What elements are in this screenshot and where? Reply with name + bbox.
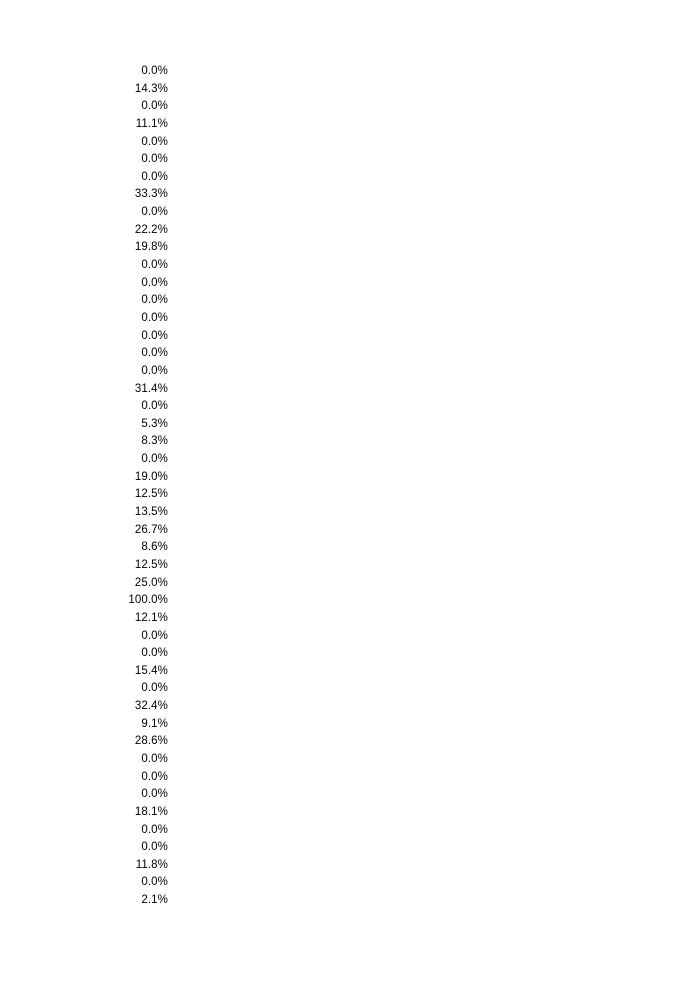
percentage-cell: 0.0% [141,453,168,466]
percentage-cell: 0.0% [141,788,168,801]
percentage-cell: 0.0% [141,400,168,413]
percentage-cell: 0.0% [141,876,168,889]
percentage-cell: 11.1% [135,117,168,130]
percentage-cell: 0.0% [141,153,168,166]
percentage-cell: 0.0% [141,311,168,324]
percentage-cell: 0.0% [141,65,168,77]
percentage-cell: 0.0% [141,770,168,783]
percentage-cell: 0.0% [141,841,168,854]
percentage-cell: 100.0% [128,594,168,607]
percentage-cell: 26.7% [134,523,168,536]
percentage-cell: 5.3% [141,417,168,430]
percentage-cell: 0.0% [141,752,168,765]
percentage-cell: 33.3% [134,188,168,201]
percentage-cell: 19.8% [134,241,168,254]
percentage-cell: 0.0% [141,206,168,219]
percentage-cell: 0.0% [141,682,168,695]
percentage-cell: 0.0% [141,823,168,836]
percentage-cell: 31.4% [134,382,168,395]
percentage-cell: 11.8% [135,858,168,871]
percentage-cell: 22.2% [134,223,168,236]
percentage-cell: 12.5% [134,558,168,571]
percentage-cell: 12.5% [134,488,168,501]
percentage-cell: 15.4% [134,664,168,677]
percentage-cell: 0.0% [141,100,168,113]
percentage-cell: 0.0% [141,259,168,272]
percentage-cell: 8.3% [141,435,168,448]
percentage-cell: 12.1% [134,611,168,624]
percentage-cell: 13.5% [134,506,168,519]
percentage-cell: 19.0% [134,470,168,483]
percentage-cell: 25.0% [134,576,168,589]
percentage-cell: 28.6% [134,735,168,748]
percentage-cell: 0.0% [141,329,168,342]
percentage-cell: 32.4% [134,700,168,713]
percentage-cell: 0.0% [141,629,168,642]
percentage-cell: 18.1% [134,805,168,818]
percentage-column [100,63,168,910]
percentage-cell: 14.3% [134,82,168,95]
percentage-cell: 0.0% [141,135,168,148]
percentage-cell: 0.0% [141,647,168,660]
percentage-cell: 8.6% [141,541,168,554]
percentage-cell: 0.0% [141,276,168,289]
percentage-cell: 0.0% [141,364,168,377]
percentage-cell: 0.0% [141,347,168,360]
percentage-cell: 2.1% [141,894,168,907]
percentage-cell: 0.0% [141,170,168,183]
percentage-cell: 0.0% [141,294,168,307]
percentage-cell: 9.1% [141,717,168,730]
